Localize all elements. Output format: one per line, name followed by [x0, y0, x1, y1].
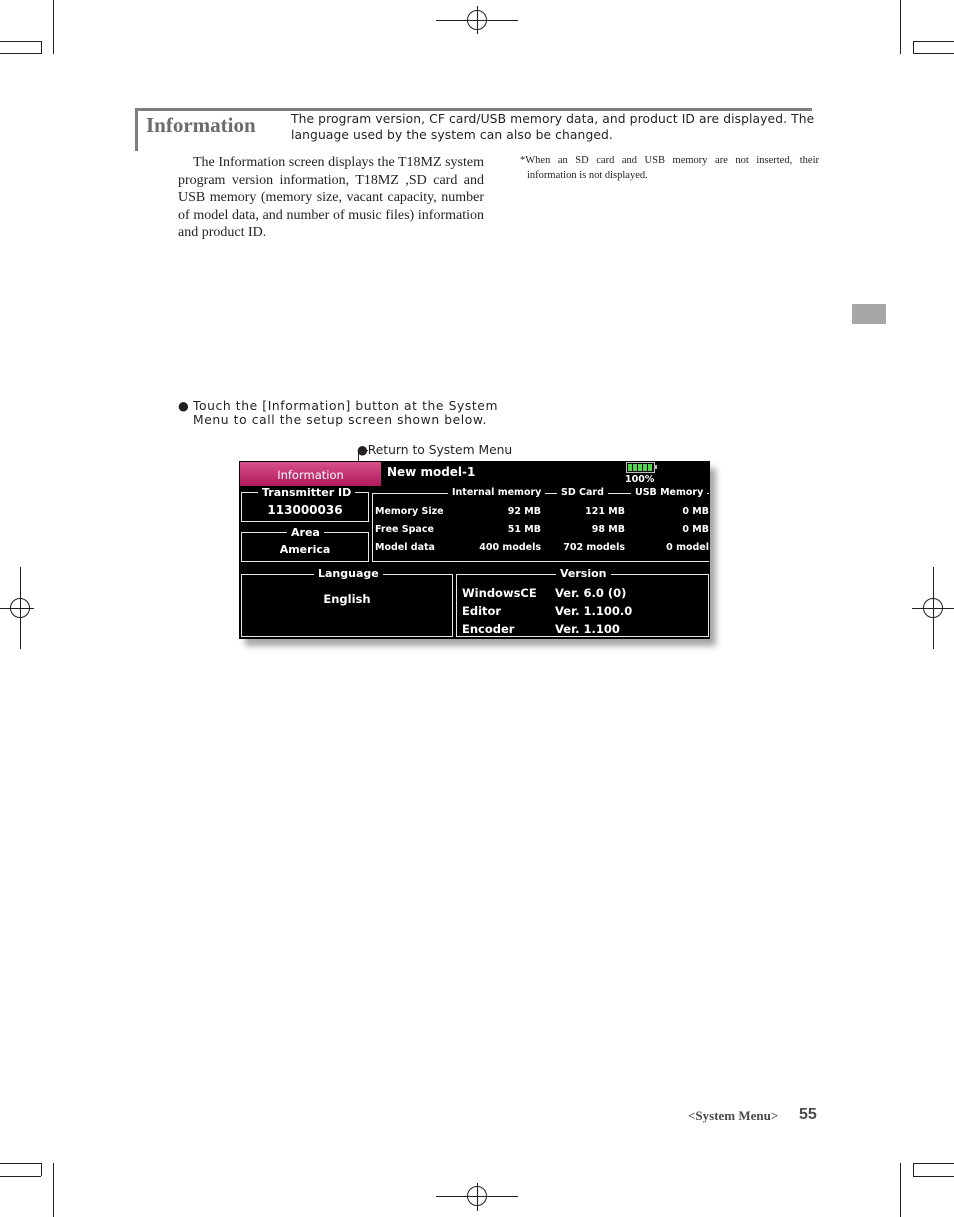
- memory-usb-value: 0 model: [666, 542, 709, 553]
- memory-header-usb: USB Memory: [631, 487, 707, 498]
- battery-tip: [655, 465, 657, 469]
- language-label: Language: [314, 567, 383, 580]
- memory-usb-value: 0 MB: [682, 524, 709, 535]
- section-title: Information: [146, 113, 256, 137]
- language-value[interactable]: English: [323, 592, 371, 606]
- memory-internal-value: 92 MB: [507, 506, 541, 517]
- version-name: Encoder: [462, 622, 515, 636]
- area-label: Area: [287, 526, 324, 539]
- chapter-tab: [852, 304, 886, 324]
- transmitter-id-value: 113000036: [267, 503, 343, 517]
- instruction-text: Touch the [Information] button at the System Menu to call the setup screen shown below.: [193, 399, 499, 427]
- memory-internal-value: 51 MB: [507, 524, 541, 535]
- header-side-rule: [135, 108, 138, 151]
- model-name: New model-1: [387, 465, 476, 479]
- memory-sd-value: 121 MB: [585, 506, 625, 517]
- memory-sd-value: 98 MB: [591, 524, 625, 535]
- version-value: Ver. 1.100.0: [555, 604, 633, 618]
- transmitter-id-label: Transmitter ID: [258, 486, 355, 499]
- memory-row-label: Model data: [375, 542, 435, 553]
- footer-section-label: <System Menu>: [688, 1108, 779, 1123]
- intro-paragraph: The Information screen displays the T18MZ system program version information, T18MZ ,SD card and USB memory (memory size, vacant capacity, number of model data, and number of music files) information and product ID.: [178, 155, 484, 240]
- memory-row-label: Free Space: [375, 524, 434, 535]
- version-name: Editor: [462, 604, 502, 618]
- memory-header-sd: SD Card: [557, 487, 608, 498]
- memory-usb-value: 0 MB: [682, 506, 709, 517]
- device-screen: [239, 461, 710, 639]
- instruction: [178, 399, 518, 427]
- section-description: The program version, CF card/USB memory data, and product ID are displayed. The language used by the system can also be changed.: [291, 112, 815, 142]
- memory-internal-value: 400 models: [479, 542, 541, 553]
- memory-sd-value: 702 models: [563, 542, 625, 553]
- footnote: *When an SD card and USB memory are not inserted, their information is not displayed.: [520, 155, 819, 181]
- version-value: Ver. 1.100: [555, 622, 620, 636]
- bullet-icon: ●: [178, 399, 189, 413]
- version-name: WindowsCE: [462, 586, 537, 600]
- version-value: Ver. 6.0 (0): [555, 586, 627, 600]
- battery-percent: 100%: [625, 474, 655, 485]
- version-label: Version: [556, 567, 611, 580]
- area-value[interactable]: America: [279, 543, 331, 556]
- information-button[interactable]: Information: [240, 462, 381, 486]
- battery-icon: [626, 462, 655, 473]
- memory-header-internal: Internal memory: [448, 487, 545, 498]
- memory-row-label: Memory Size: [375, 506, 444, 517]
- page-number: 55: [799, 1106, 817, 1123]
- callout-return: ●Return to System Menu: [357, 443, 513, 457]
